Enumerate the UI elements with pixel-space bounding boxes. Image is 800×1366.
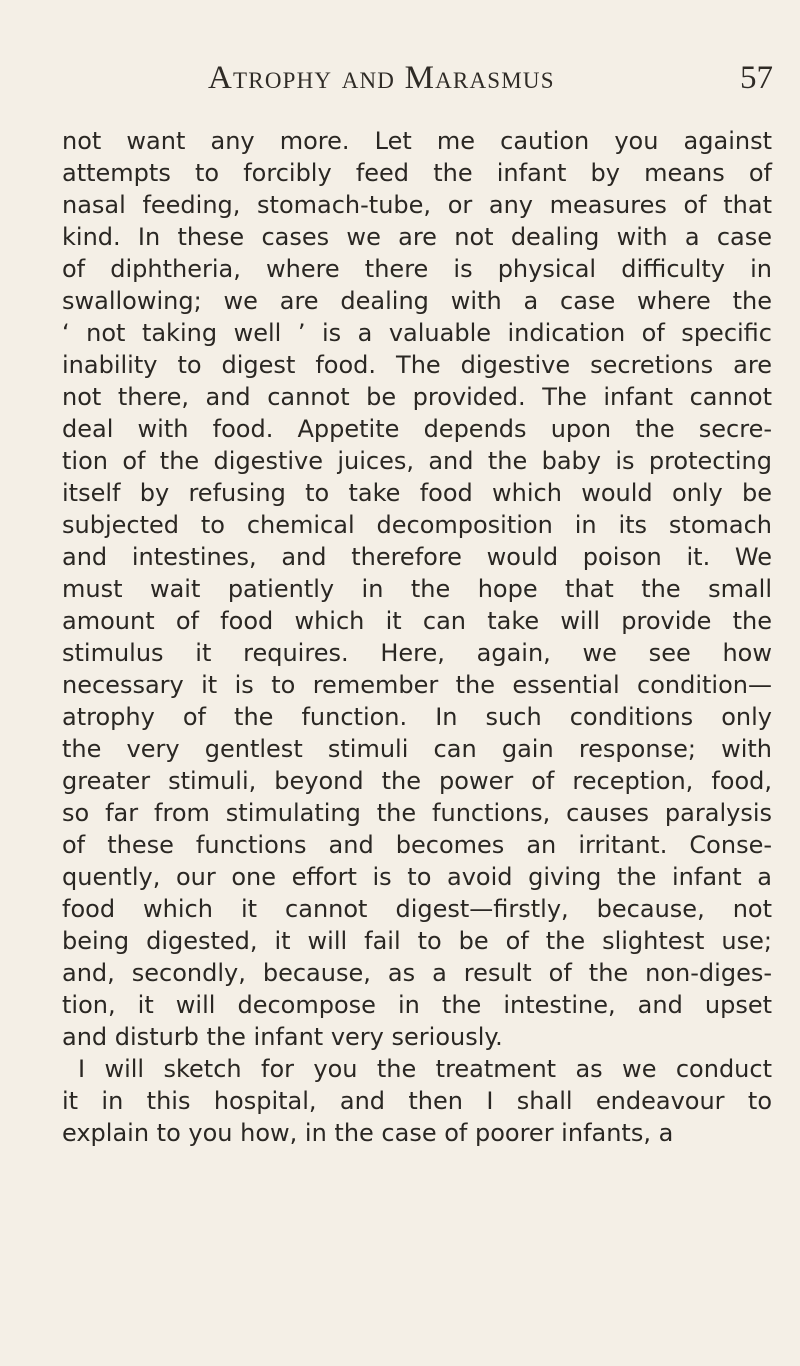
text-line-26: being digested, it will fail to be of the slightest use; bbox=[62, 927, 772, 955]
text-line-19: atrophy of the function. In such conditions only bbox=[62, 703, 772, 731]
text-line-15: must wait patiently in the hope that the small bbox=[62, 575, 772, 603]
text-line-24: quently, our one effort is to avoid giving the infant a bbox=[62, 863, 772, 891]
text-line-12: itself by refusing to take food which would only be bbox=[62, 479, 772, 507]
text-line-14: and intestines, and therefore would poison it. We bbox=[62, 543, 772, 571]
text-line-18: necessary it is to remember the essential condition— bbox=[62, 671, 772, 699]
text-line-2: attempts to forcibly feed the infant by means of bbox=[62, 159, 772, 187]
text-line-30: I will sketch for you the treatment as we conduct bbox=[78, 1055, 772, 1083]
text-line-20: the very gentlest stimuli can gain response; with bbox=[62, 735, 772, 763]
text-line-17: stimulus it requires. Here, again, we see how bbox=[62, 639, 772, 667]
text-line-27: and, secondly, because, as a result of the non-diges- bbox=[62, 959, 772, 987]
body-text bbox=[62, 125, 772, 1149]
text-line-31: it in this hospital, and then I shall endeavour to bbox=[62, 1087, 772, 1115]
text-line-10: deal with food. Appetite depends upon the secre- bbox=[62, 415, 772, 443]
text-line-6: swallowing; we are dealing with a case where the bbox=[62, 287, 772, 315]
page-number: 57 bbox=[740, 60, 773, 96]
text-line-21: greater stimuli, beyond the power of reception, food, bbox=[62, 767, 772, 795]
text-line-29: and disturb the infant very seriously. bbox=[62, 1023, 503, 1051]
text-line-9: not there, and cannot be provided. The infant cannot bbox=[62, 383, 772, 411]
text-line-28: tion, it will decompose in the intestine, and upset bbox=[62, 991, 772, 1019]
text-line-7: ‘ not taking well ’ is a valuable indication of specific bbox=[62, 319, 772, 347]
text-line-22: so far from stimulating the functions, causes paralysis bbox=[62, 799, 772, 827]
text-line-8: inability to digest food. The digestive secretions are bbox=[62, 351, 772, 379]
text-line-4: kind. In these cases we are not dealing with a case bbox=[62, 223, 772, 251]
text-line-11: tion of the digestive juices, and the baby is protecting bbox=[62, 447, 772, 475]
text-line-1: not want any more. Let me caution you against bbox=[62, 127, 772, 155]
text-line-13: subjected to chemical decomposition in its stomach bbox=[62, 511, 772, 539]
text-line-23: of these functions and becomes an irritant. Conse- bbox=[62, 831, 772, 859]
text-line-3: nasal feeding, stomach-tube, or any measures of that bbox=[62, 191, 772, 219]
running-head-title: Atrophy and Marasmus bbox=[208, 60, 555, 96]
text-line-5: of diphtheria, where there is physical difficulty in bbox=[62, 255, 772, 283]
text-line-16: amount of food which it can take will provide the bbox=[62, 607, 772, 635]
text-line-32: explain to you how, in the case of poorer infants, a bbox=[62, 1119, 674, 1147]
text-line-25: food which it cannot digest—firstly, because, not bbox=[62, 895, 772, 923]
